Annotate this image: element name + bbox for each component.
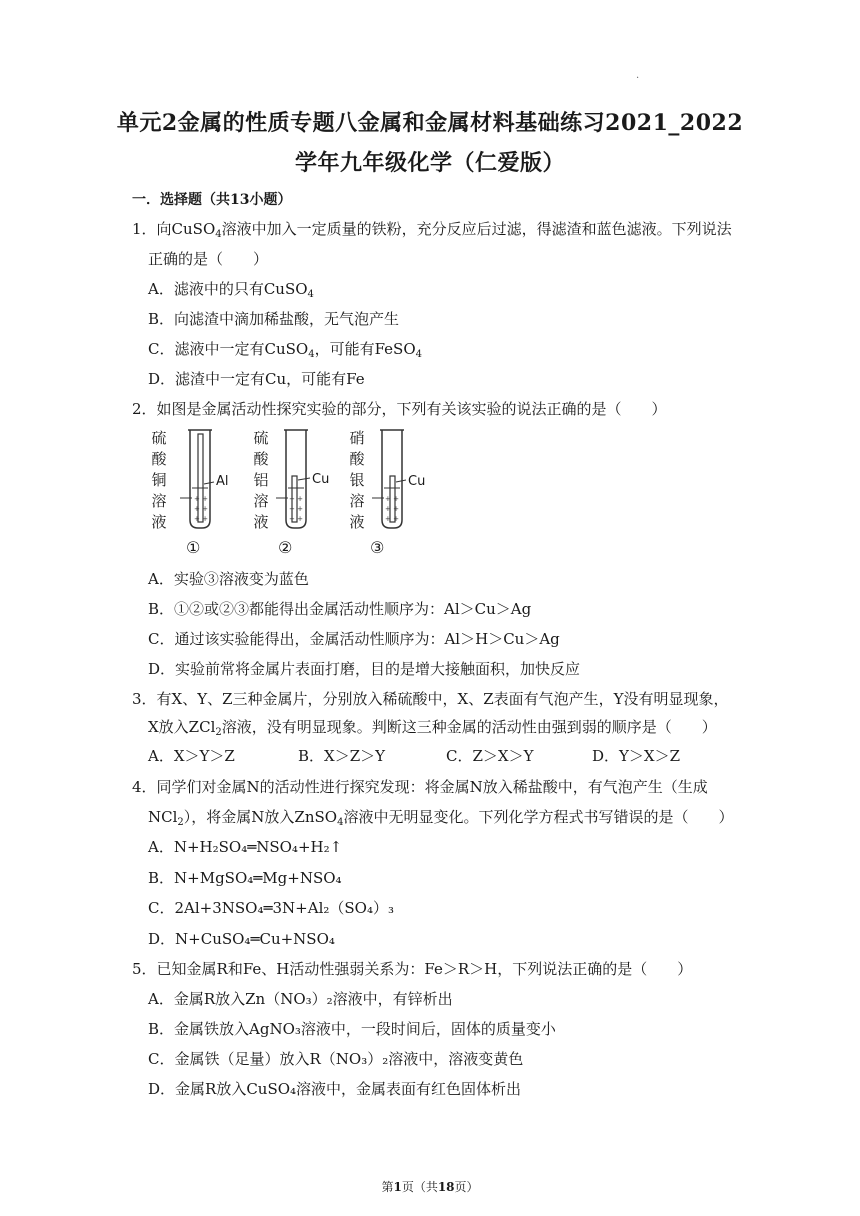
svg-text:+ +: + + xyxy=(385,495,399,503)
question-5-option-d: D．金属R放入CuSO₄溶液中，金属表面有红色固体析出 xyxy=(148,1080,522,1098)
tube-1-solution-label: 硫 酸 铜 溶 液 xyxy=(151,429,167,531)
document-title-line-1: 单元2金属的性质专题八金属和金属材料基础练习2021_2022 xyxy=(116,110,744,136)
question-1-option-a: A．滤液中的只有CuSO$_4$ xyxy=(148,280,314,300)
question-1-option-b: B．向滤渣中滴加稀盐酸，无气泡产生 xyxy=(148,310,400,328)
tube-1-metal-label: Al xyxy=(216,474,229,489)
question-2-option-c: C．通过该实验能得出，金属活动性顺序为：Al＞H＞Cu＞Ag xyxy=(148,630,560,648)
question-2-option-b: B．①②或②③都能得出金属活动性顺序为：Al＞Cu＞Ag xyxy=(148,600,532,618)
question-1-stem-cont: 正确的是（ ） xyxy=(148,250,269,268)
question-5-option-c: C．金属铁（足量）放入R（NO₃）₂溶液中，溶液变黄色 xyxy=(148,1050,524,1068)
tube-1-number: ① xyxy=(186,538,201,557)
tube-2-solution-label: 硫 酸 铝 溶 液 xyxy=(253,429,269,531)
svg-text:+ +: + + xyxy=(289,515,303,523)
question-3-option-c: C．Z＞X＞Y xyxy=(446,747,534,765)
test-tube-figure xyxy=(150,426,450,562)
question-4-option-a: A．N+H₂SO₄═NSO₄+H₂↑ xyxy=(148,838,343,856)
question-3-option-a: A．X＞Y＞Z xyxy=(148,747,235,765)
question-1-option-d: D．滤渣中一定有Cu，可能有Fe xyxy=(148,370,365,388)
question-4-stem: 4．同学们对金属N的活动性进行探究发现：将金属N放入稀盐酸中，有气泡产生（生成 xyxy=(132,778,708,796)
svg-text:+ +: + + xyxy=(289,505,303,513)
svg-text:+ +: + + xyxy=(194,515,208,523)
question-2-option-a: A．实验③溶液变为蓝色 xyxy=(148,570,309,588)
svg-text:+ +: + + xyxy=(385,515,399,523)
question-4-option-d: D．N+CuSO₄═Cu+NSO₄ xyxy=(148,930,335,948)
question-2-option-d: D．实验前常将金属片表面打磨，目的是增大接触面积，加快反应 xyxy=(148,660,581,678)
question-5-option-a: A．金属R放入Zn（NO₃）₂溶液中，有锌析出 xyxy=(148,990,453,1008)
tube-3-solution-label: 硝 酸 银 溶 液 xyxy=(349,429,365,531)
tube-2-number: ② xyxy=(278,538,293,557)
question-4-option-c: C．2Al+3NSO₄═3N+Al₂（SO₄）₃ xyxy=(148,899,394,917)
corner-mark: . xyxy=(636,70,640,81)
question-1-option-c: C．滤液中一定有CuSO$_4$，可能有FeSO$_4$ xyxy=(148,340,422,360)
question-1-stem: 1．向CuSO$_4$溶液中加入一定质量的铁粉，充分反应后过滤，得滤渣和蓝色滤液。下列说法 xyxy=(132,220,732,240)
question-3-option-b: B．X＞Z＞Y xyxy=(298,747,386,765)
svg-text:+ +: + + xyxy=(289,495,303,503)
question-3-stem: 3．有X、Y、Z三种金属片，分别放入稀硫酸中，X、Z表面有气泡产生，Y没有明显现象， xyxy=(132,690,729,708)
question-4-stem-cont: NCl$_2$），将金属N放入ZnSO$_4$溶液中无明显变化。下列化学方程式书写错误的是（ ） xyxy=(148,808,734,828)
question-3-option-d: D．Y＞X＞Z xyxy=(592,747,681,765)
tube-3-metal-label: Cu xyxy=(408,474,426,489)
tube-3-number: ③ xyxy=(370,538,385,557)
question-3-stem-cont: X放入ZCl$_2$溶液，没有明显现象。判断这三种金属的活动性由强到弱的顺序是（ ） xyxy=(148,718,717,738)
question-5-option-b: B．金属铁放入AgNO₃溶液中，一段时间后，固体的质量变小 xyxy=(148,1020,556,1038)
svg-text:+ +: + + xyxy=(385,505,399,513)
document-title-line-2: 学年九年级化学（仁爱版） xyxy=(294,150,565,176)
tube-2-metal-label: Cu xyxy=(312,472,330,487)
svg-text:+ +: + + xyxy=(194,495,208,503)
section-heading: 一．选择题（共13小题） xyxy=(132,192,292,208)
question-5-stem: 5．已知金属R和Fe、H活动性强弱关系为：Fe＞R＞H，下列说法正确的是（ ） xyxy=(132,960,693,978)
svg-text:+ +: + + xyxy=(194,505,208,513)
question-2-stem: 2．如图是金属活动性探究实验的部分，下列有关该实验的说法正确的是（ ） xyxy=(132,400,667,418)
page-footer: 第1页（共18页） xyxy=(381,1180,479,1194)
question-4-option-b: B．N+MgSO₄═Mg+NSO₄ xyxy=(148,869,342,887)
